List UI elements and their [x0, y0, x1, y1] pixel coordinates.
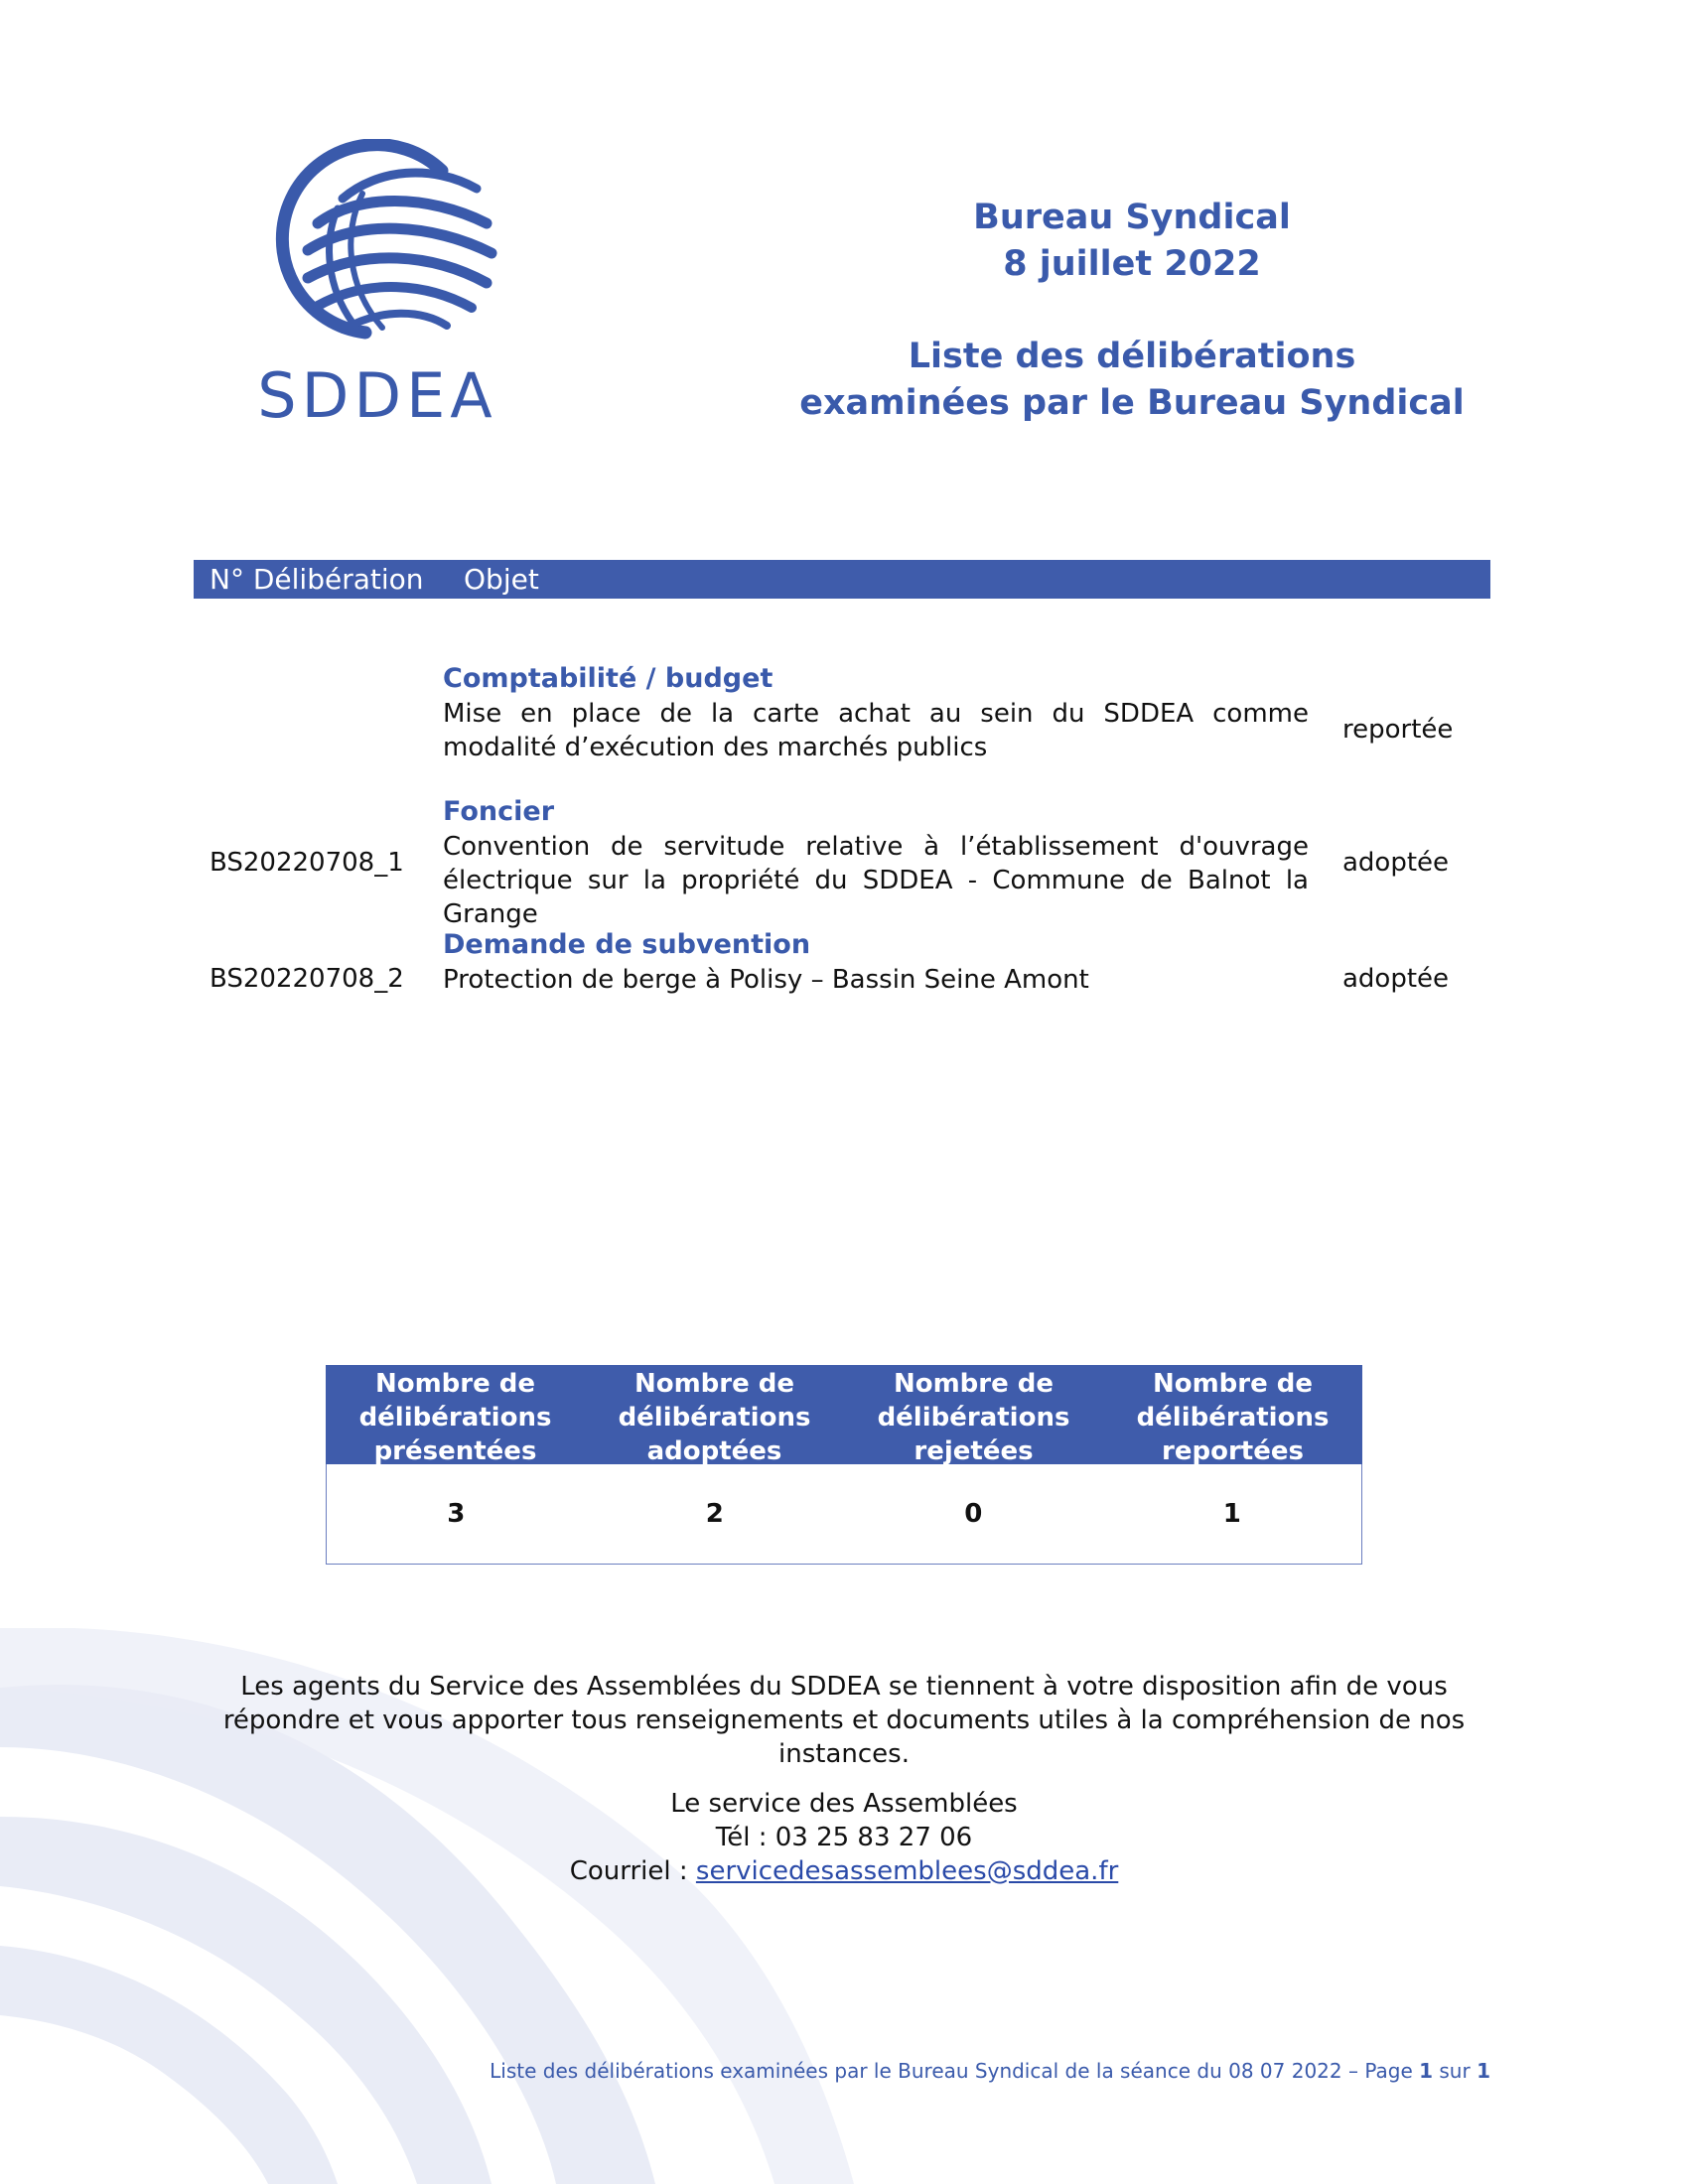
title-date: 8 juillet 2022 — [1003, 244, 1261, 284]
email-link[interactable]: servicedesassemblees@sddea.fr — [695, 1856, 1119, 1886]
statistics-header-row — [326, 1365, 1362, 1464]
item-description: Convention de servitude relative à l’établissement d'ouvrage électrique sur la propriété du SDDEA - Commune de Balnot la Grange — [443, 832, 1309, 929]
email-label: Courriel : — [569, 1856, 696, 1886]
contact-signature — [199, 1787, 1489, 1888]
footer-total-pages: 1 — [1477, 2059, 1490, 2083]
service-name: Le service des Assemblées — [670, 1789, 1018, 1819]
item-number: BS20220708_2 — [210, 964, 404, 994]
sddea-logo — [248, 139, 506, 437]
item-status: adoptée — [1342, 848, 1450, 878]
header-object: Objet — [464, 563, 539, 596]
page-footer — [490, 2059, 1490, 2083]
item-category: Foncier — [443, 796, 555, 827]
statistics-table — [326, 1365, 1362, 1565]
footer-text: Liste des délibérations examinées par le Bureau Syndical de la séance du 08 07 2022 – Page — [490, 2059, 1420, 2083]
item-category: Demande de subvention — [443, 929, 811, 960]
title-line-4: examinées par le Bureau Syndical — [799, 383, 1465, 423]
statistics-value-row — [326, 1464, 1362, 1565]
stats-value-presented: 3 — [447, 1499, 466, 1529]
item-description: Protection de berge à Polisy – Bassin Seine Amont — [443, 965, 1089, 995]
title-line-1: Bureau Syndical — [973, 198, 1291, 237]
logo-wordmark: SDDEA — [257, 359, 497, 432]
item-status: reportée — [1342, 715, 1454, 745]
title-line-3: Liste des délibérations — [908, 337, 1356, 376]
document-title — [774, 195, 1489, 427]
footer-of: sur — [1433, 2059, 1477, 2083]
service-phone: Tél : 03 25 83 27 06 — [715, 1823, 973, 1852]
footer-page-number: 1 — [1419, 2059, 1434, 2083]
item-category: Comptabilité / budget — [443, 663, 774, 694]
stats-header-rejected: Nombre de délibérations rejetées — [877, 1369, 1070, 1466]
stats-header-presented: Nombre de délibérations présentées — [358, 1369, 552, 1466]
stats-value-rejected: 0 — [964, 1499, 983, 1529]
stats-header-postponed: Nombre de délibérations reportées — [1136, 1369, 1330, 1466]
stats-value-adopted: 2 — [705, 1499, 724, 1529]
contact-paragraph: Les agents du Service des Assemblées du SDDEA se tiennent à votre disposition afin de vous répondre et vous apporter tous renseignements et documents utiles à la compréhension de nos instances. — [222, 1672, 1466, 1769]
item-status: adoptée — [1342, 964, 1450, 994]
item-description: Mise en place de la carte achat au sein du SDDEA comme modalité d’exécution des marchés publics — [443, 699, 1309, 762]
item-number: BS20220708_1 — [210, 848, 404, 878]
service-email-line — [199, 1854, 1489, 1888]
header-number: N° Délibération — [210, 563, 424, 596]
deliberations-table-header — [194, 560, 1490, 599]
stats-header-adopted: Nombre de délibérations adoptées — [618, 1369, 811, 1466]
stats-value-postponed: 1 — [1222, 1499, 1241, 1529]
sddea-wave-globe-icon — [248, 139, 506, 352]
